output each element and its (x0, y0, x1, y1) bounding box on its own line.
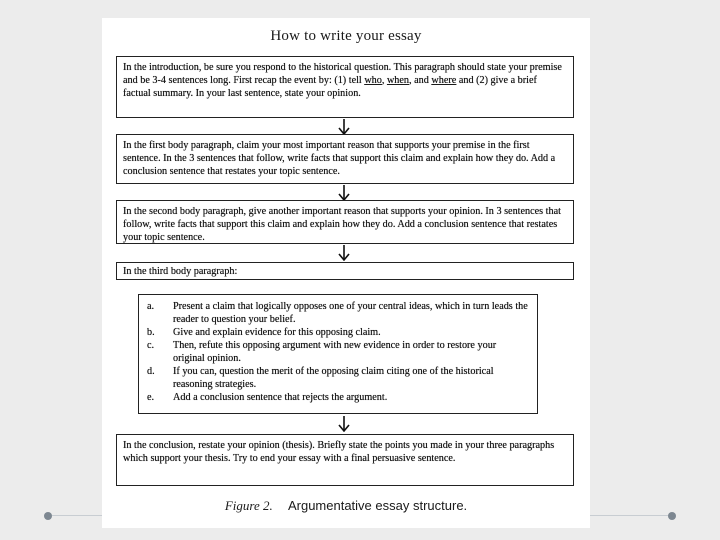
when-word: when (386, 75, 410, 86)
introduction-box (116, 56, 574, 118)
left-edge-dot (44, 512, 52, 520)
right-edge-line (580, 515, 668, 516)
page-title: How to write your essay (270, 28, 422, 44)
list-item: d. If you can, question the merit of the opposing claim citing one of the historical reasoning strategies. (147, 366, 494, 390)
arrow-down-icon (338, 185, 350, 201)
introduction-text: In the introduction, be sure you respond to the historical question. This paragraph should state your premise and be 3-4 sentences long. First recap the event by: (1) tell who, when, and where and (2) give a brief factual summary. In your last sentence, state your opinion. (123, 62, 562, 99)
second-body-paragraph-box (116, 200, 574, 244)
arrow-down-icon (338, 416, 350, 432)
figure-title: Argumentative essay structure. (287, 498, 468, 513)
list-item: c. Then, refute this opposing argument with new evidence in order to restore your original opinion. (147, 340, 497, 364)
third-body-paragraph-list (147, 300, 529, 404)
arrow-down-icon (338, 245, 350, 261)
conclusion-box (116, 434, 574, 486)
second-body-paragraph-text: In the second body paragraph, give another important reason that supports your opinion. In 3 sentences that follow, write facts that support this claim and explain how they do. Add a conclusion sentence that restates your topic sentence. (123, 206, 561, 243)
list-item: a. Present a claim that logically opposes one of your central ideas, which in turn leads the reader to question your belief. (147, 301, 528, 325)
first-body-paragraph-box (116, 134, 574, 184)
third-body-paragraph-heading: In the third body paragraph: (123, 266, 238, 277)
conclusion-text: In the conclusion, restate your opinion (thesis). Briefly state the points you made in your three paragraphs which support your thesis. Try to end your essay with a final persuasive sentence. (123, 440, 555, 464)
who-word: who (364, 75, 382, 86)
where-word: where (431, 75, 457, 86)
arrow-down-icon (338, 119, 350, 135)
right-edge-dot (668, 512, 676, 520)
third-body-paragraph-heading-box (116, 262, 574, 280)
list-item: e. Add a conclusion sentence that rejects the argument. (147, 392, 388, 403)
figure-label: Figure 2. (224, 498, 273, 513)
first-body-paragraph-text: In the first body paragraph, claim your most important reason that supports your premise in the first sentence. In the 3 sentences that follow, write facts that support this claim and explain how they do. Add a conclusion sentence that restates your topic sentence. (123, 140, 556, 177)
list-item: b. Give and explain evidence for this opposing claim. (147, 327, 381, 338)
scanned-document (102, 18, 590, 528)
figure-caption (102, 498, 590, 514)
left-edge-line (52, 515, 102, 516)
third-body-paragraph-list-box (138, 294, 538, 414)
